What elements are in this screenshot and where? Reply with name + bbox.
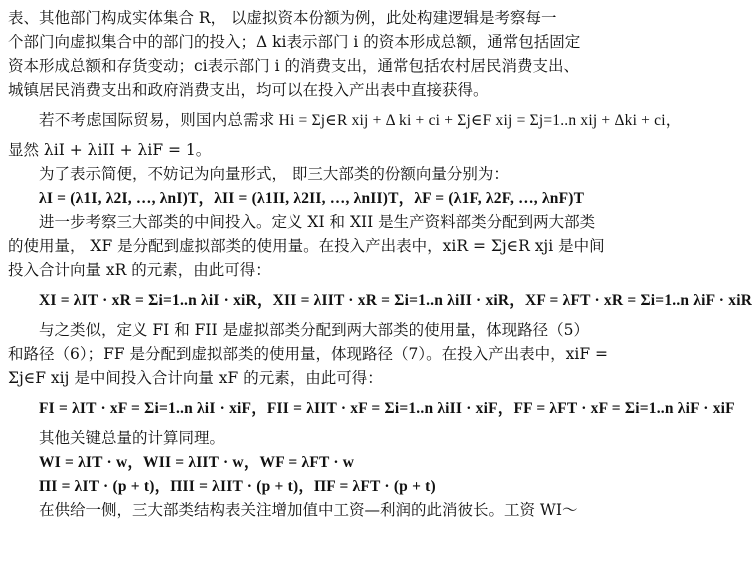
equation-share-vectors: λI = (λ1I, λ2I, …, λnI)T，λII = (λ1II, λ2II, …, λnII)T，λF = (λ1F, λ2F, …, λnF)T: [39, 189, 585, 207]
line-4: 城镇居民消费支出和政府消费支出，均可以在投入产出表中直接获得。: [8, 80, 489, 99]
equation-x-totals: XI = λIT · xR = Σi=1..n λiI · xiR，XII = λIIT · xR = Σi=1..n λiII · xiR，XF = λFT · xR = Σi=1..n λiF · xiR: [39, 291, 752, 309]
line-3: 资本形成总额和存货变动；ci表示部门 i 的消费支出，通常包括农村居民消费支出、: [8, 56, 579, 75]
line-2: 个部门向虚拟集合中的部门的投入；Δ ki表示部门 i 的资本形成总额，通常包括固定: [8, 32, 581, 51]
equation-f-totals: FI = λIT · xF = Σi=1..n λiI · xiF，FII = λIIT · xF = Σi=1..n λiII · xiF，FF = λFT · xF = Σi=1..n λiF · xiF: [39, 399, 735, 417]
line-vector-intro: 为了表示简便，不妨记为向量形式， 即三大部类的份额向量分别为：: [39, 164, 509, 183]
equation-domestic-demand: 若不考虑国际贸易，则国内总需求 Hi = Σj∈R xij + Δ ki + ci + Σj∈F xij = Σj=1..n xij + Δki + ci，: [39, 111, 682, 129]
line-xr-element: 投入合计向量 xR 的元素，由此可得：: [8, 260, 271, 279]
line-supply-side: 在供给一侧，三大部类结构表关注增加值中工资—利润的此消彼长。工资 WI～: [39, 500, 578, 519]
equation-wages: WI = λIT · w，WII = λIIT · w，WF = λFT · w: [39, 453, 355, 471]
line-xf-definition: 的使用量， XF 是分配到虚拟部类的使用量。在投入产出表中，xiR = Σj∈R xji 是中间: [8, 236, 605, 255]
line-xf-element: Σj∈F xij 是中间投入合计向量 xF 的元素，由此可得：: [8, 368, 383, 387]
line-f-definition: 与之类似，定义 FI 和 FII 是虚拟部类分配到两大部类的使用量，体现路径（5）: [39, 320, 589, 339]
line-path: 和路径（6）；FF 是分配到虚拟部类的使用量，体现路径（7）。在投入产出表中，xiF =: [8, 344, 609, 363]
equation-profits: ΠI = λIT · (p + t)，ΠII = λIIT · (p + t)，ΠF = λFT · (p + t): [39, 477, 436, 495]
line-1: 表、其他部门构成实体集合 R， 以虚拟资本份额为例，此处构建逻辑是考察每一: [8, 8, 557, 27]
line-sum-identity: 显然 λiI + λiII + λiF = 1。: [8, 140, 212, 159]
line-intermediate-intro: 进一步考察三大部类的中间投入。定义 XI 和 XII 是生产资料部类分配到两大部类: [39, 212, 596, 231]
line-other-totals: 其他关键总量的计算同理。: [39, 428, 226, 447]
